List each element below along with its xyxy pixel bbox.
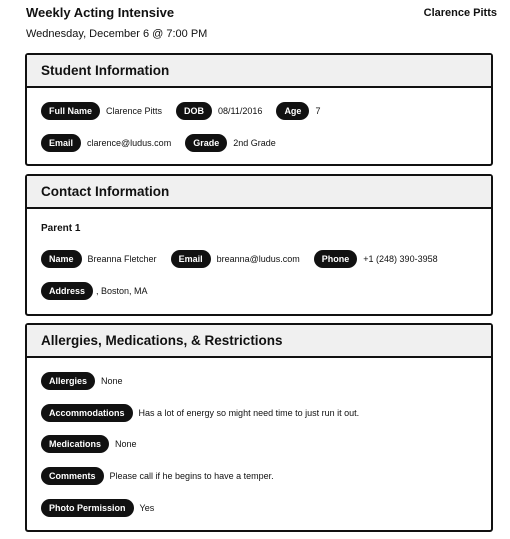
student-row-2: [41, 134, 290, 152]
student-information-title: Student Information: [27, 55, 491, 88]
contact-information-title: Contact Information: [27, 176, 491, 209]
dob-value: 08/11/2016: [218, 106, 263, 116]
medications-label: Medications: [41, 435, 109, 453]
accommodations-row: [41, 404, 373, 422]
photo-permission-row: [41, 499, 168, 517]
address-value: , Boston, MA: [96, 286, 148, 296]
age-label: Age: [276, 102, 309, 120]
contact-row-2: [41, 282, 162, 300]
allergies-row: [41, 372, 137, 390]
comments-row: [41, 467, 288, 485]
email-label: Email: [41, 134, 81, 152]
full-name-value: Clarence Pitts: [106, 106, 163, 116]
student-information-card: [25, 53, 493, 166]
event-date: Wednesday, December 6 @ 7:00 PM: [26, 28, 208, 40]
allergies-value: None: [101, 376, 123, 386]
medications-row: [41, 435, 151, 453]
student-name-header: Clarence Pitts: [423, 7, 497, 19]
parent-phone-value: +1 (248) 390-3958: [363, 254, 438, 264]
grade-value: 2nd Grade: [233, 138, 276, 148]
parent-email-label: Email: [171, 250, 211, 268]
parent-name-value: Breanna Fletcher: [87, 254, 157, 264]
allergies-card: [25, 323, 493, 532]
parent-heading: Parent 1: [41, 223, 81, 234]
address-label: Address: [41, 282, 93, 300]
medications-value: None: [115, 439, 137, 449]
age-value: 7: [315, 106, 321, 116]
allergies-label: Allergies: [41, 372, 95, 390]
dob-label: DOB: [176, 102, 212, 120]
parent-name-label: Name: [41, 250, 82, 268]
full-name-label: Full Name: [41, 102, 100, 120]
grade-label: Grade: [185, 134, 227, 152]
contact-information-card: [25, 174, 493, 316]
photo-permission-label: Photo Permission: [41, 499, 134, 517]
email-value: clarence@ludus.com: [87, 138, 172, 148]
student-row-1: [41, 102, 334, 120]
parent-phone-label: Phone: [314, 250, 358, 268]
contact-row-1: [41, 250, 452, 268]
allergies-title: Allergies, Medications, & Restrictions: [27, 325, 491, 358]
event-title: Weekly Acting Intensive: [26, 5, 175, 20]
event-header: [26, 5, 207, 41]
accommodations-label: Accommodations: [41, 404, 133, 422]
comments-value: Please call if he begins to have a temper.: [109, 471, 274, 481]
photo-permission-value: Yes: [139, 503, 155, 513]
accommodations-value: Has a lot of energy so might need time to just run it out.: [138, 408, 360, 418]
parent-email-value: breanna@ludus.com: [216, 254, 300, 264]
comments-label: Comments: [41, 467, 104, 485]
